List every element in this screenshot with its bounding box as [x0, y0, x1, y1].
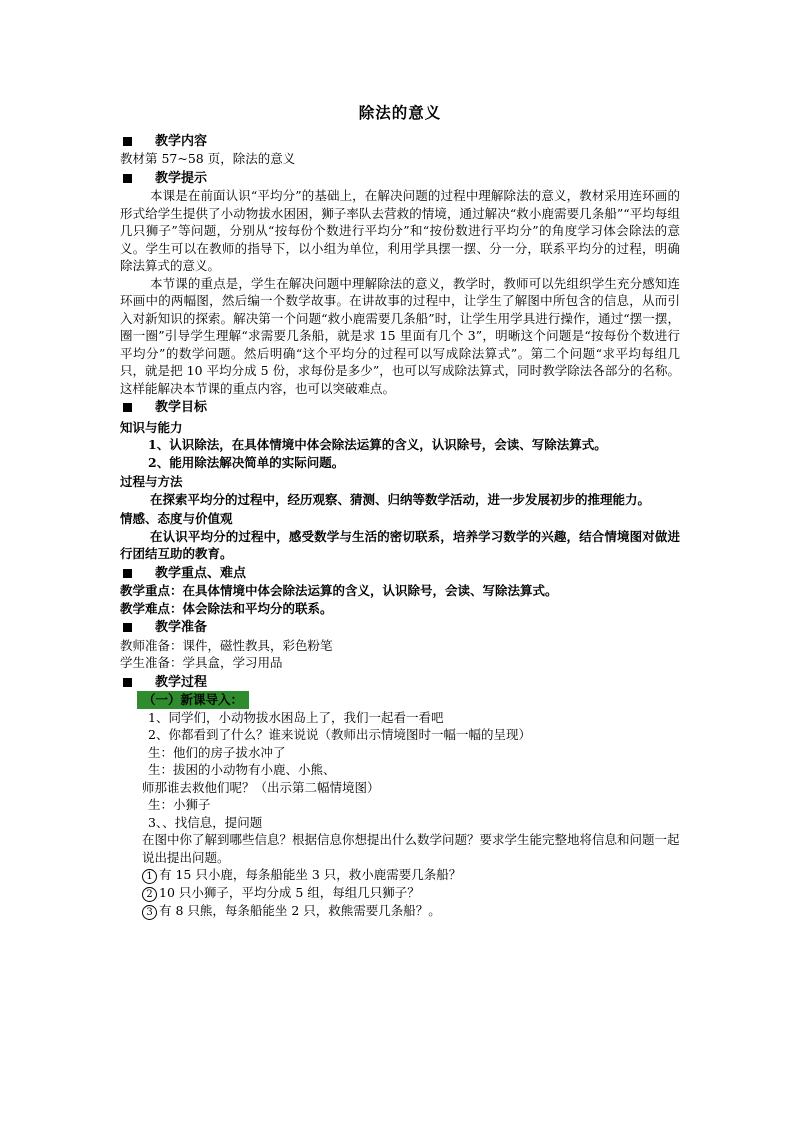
- hint-paragraph-2: 本节课的重点是，学生在解决问题中理解除法的意义，教学时，教师可以先组织学生充分感知连环画中的两幅图，然后编一个数学故事。在讲故事的过程中，让学生了解图中所包含的信息，从而引入对新知识的探索。解决第一个问题“救小鹿需要几条船”时，让学生用学具进行操作，通过“摆一摆，圈一圈”引导学生理解“求需要几条船，就是求 15 里面有几个 3”，明晰这个问题是“按每份个数进行平均分”的数学问题。然后明确“这个平均分的过程可以写成除法算式”。第二个问题“求平均每组几只，就是把 10 平均分成 5 份，求每份是多少”，也可以写成除法算式，同时教学除法各部分的名称。这样能解决本节课的重点内容，也可以突破难点。: [120, 275, 680, 396]
- circled-number-1: 1: [142, 869, 157, 884]
- section-heading-prep: [120, 619, 680, 637]
- difficult-point: 教学难点：体会除法和平均分的联系。: [120, 600, 333, 616]
- circled-number-3: 3: [142, 905, 157, 920]
- question-item: [120, 884, 680, 902]
- knowledge-label: 知识与能力: [120, 419, 183, 435]
- square-bullet-icon: [123, 403, 132, 412]
- circled-number-2: 2: [142, 887, 157, 902]
- section-heading-hint: [120, 170, 680, 188]
- section-heading-label: 教学准备: [155, 620, 208, 635]
- question-text: 10 只小狮子，平均分成 5 组，每组几只狮子？: [159, 885, 420, 900]
- section-heading-goals: [120, 399, 680, 417]
- content-text: 教材第 57~58 页，除法的意义: [120, 151, 296, 166]
- square-bullet-icon: [123, 569, 132, 578]
- document-page: [120, 104, 680, 920]
- section-heading-label: 教学提示: [155, 170, 208, 186]
- section-heading-process: [120, 674, 680, 692]
- section-heading-keypoints: [120, 565, 680, 583]
- question-item: [120, 866, 680, 884]
- process-line: 生：拔困的小动物有小鹿、小熊、: [148, 762, 336, 777]
- section-heading-label: 教学过程: [155, 674, 208, 690]
- square-bullet-icon: [123, 137, 132, 146]
- process-line: 2、你都看到了什么？谁来说说（教师出示情境图时一幅一幅的呈现）: [148, 727, 531, 742]
- process-method-label: 过程与方法: [120, 474, 183, 489]
- square-bullet-icon: [123, 678, 132, 687]
- student-prep: 学生准备：学具盒，学习用品: [120, 655, 283, 670]
- intro-highlight-tag: （一）新课导入：: [137, 691, 249, 709]
- section-heading-label: 教学重点、难点: [155, 565, 247, 581]
- hint-paragraph-1: 本课是在前面认识“平均分”的基础上，在解决问题的过程中理解除法的意义，教材采用连环画的形式给学生提供了小动物拔水困困，狮子率队去营救的情境，通过解决“救小鹿需要几条船”“平均每组几只狮子”等问题，分别从“按每份个数进行平均分”和“按份数进行平均分”的角度学习体会除法的意义。学生可以在教师的指导下，以小组为单位，利用学具摆一摆、分一分，联系平均分的过程，明确除法算式的意义。: [120, 188, 680, 273]
- square-bullet-icon: [123, 623, 132, 632]
- process-method-text: 在探索平均分的过程中，经历观察、猜测、归纳等数学活动，进一步发展初步的推理能力。: [150, 491, 651, 507]
- section-heading-content: [120, 133, 680, 151]
- page-title: 除法的意义: [358, 103, 442, 122]
- section-heading-label: 教学内容: [155, 133, 208, 149]
- key-point: 教学重点：在具体情境中体会除法运算的含义，认识除号，会读、写除法算式。: [120, 583, 558, 598]
- knowledge-item-1: 1、认识除法，在具体情境中体会除法运算的含义，认识除号，会读、写除法算式。: [148, 437, 607, 452]
- process-line: 3、、找信息，提问题: [148, 814, 263, 830]
- section-heading-label: 教学目标: [155, 400, 208, 415]
- emotion-label: 情感、态度与价值观: [120, 511, 233, 526]
- process-line: 师那谁去救他们呢？（出示第二幅情境图）: [142, 779, 380, 795]
- process-line: 生：他们的房子拔水冲了: [148, 744, 286, 760]
- knowledge-item-2: 2、能用除法解决简单的实际问题。: [148, 454, 345, 470]
- process-line: 在图中你了解到哪些信息？根据信息你想提出什么数学问题？要求学生能完整地将信息和问题一起说出提出问题。: [142, 832, 680, 865]
- process-line: 生：小狮子: [148, 797, 211, 812]
- process-line: 1、同学们，小动物拔水困岛上了，我们一起看一看吧: [148, 709, 444, 725]
- teacher-prep: 教师准备：课件，磁性教具，彩色粉笔: [120, 637, 333, 653]
- question-text: 有 8 只熊，每条船能坐 2 只，救熊需要几条船？。: [159, 903, 441, 918]
- square-bullet-icon: [123, 174, 132, 183]
- question-text: 有 15 只小鹿，每条船能坐 3 只，救小鹿需要几条船？: [159, 867, 462, 882]
- question-item: [120, 902, 680, 920]
- emotion-text: 在认识平均分的过程中，感受数学与生活的密切联系，培养学习数学的兴趣，结合情境图对做进行团结互助的教育。: [120, 528, 680, 561]
